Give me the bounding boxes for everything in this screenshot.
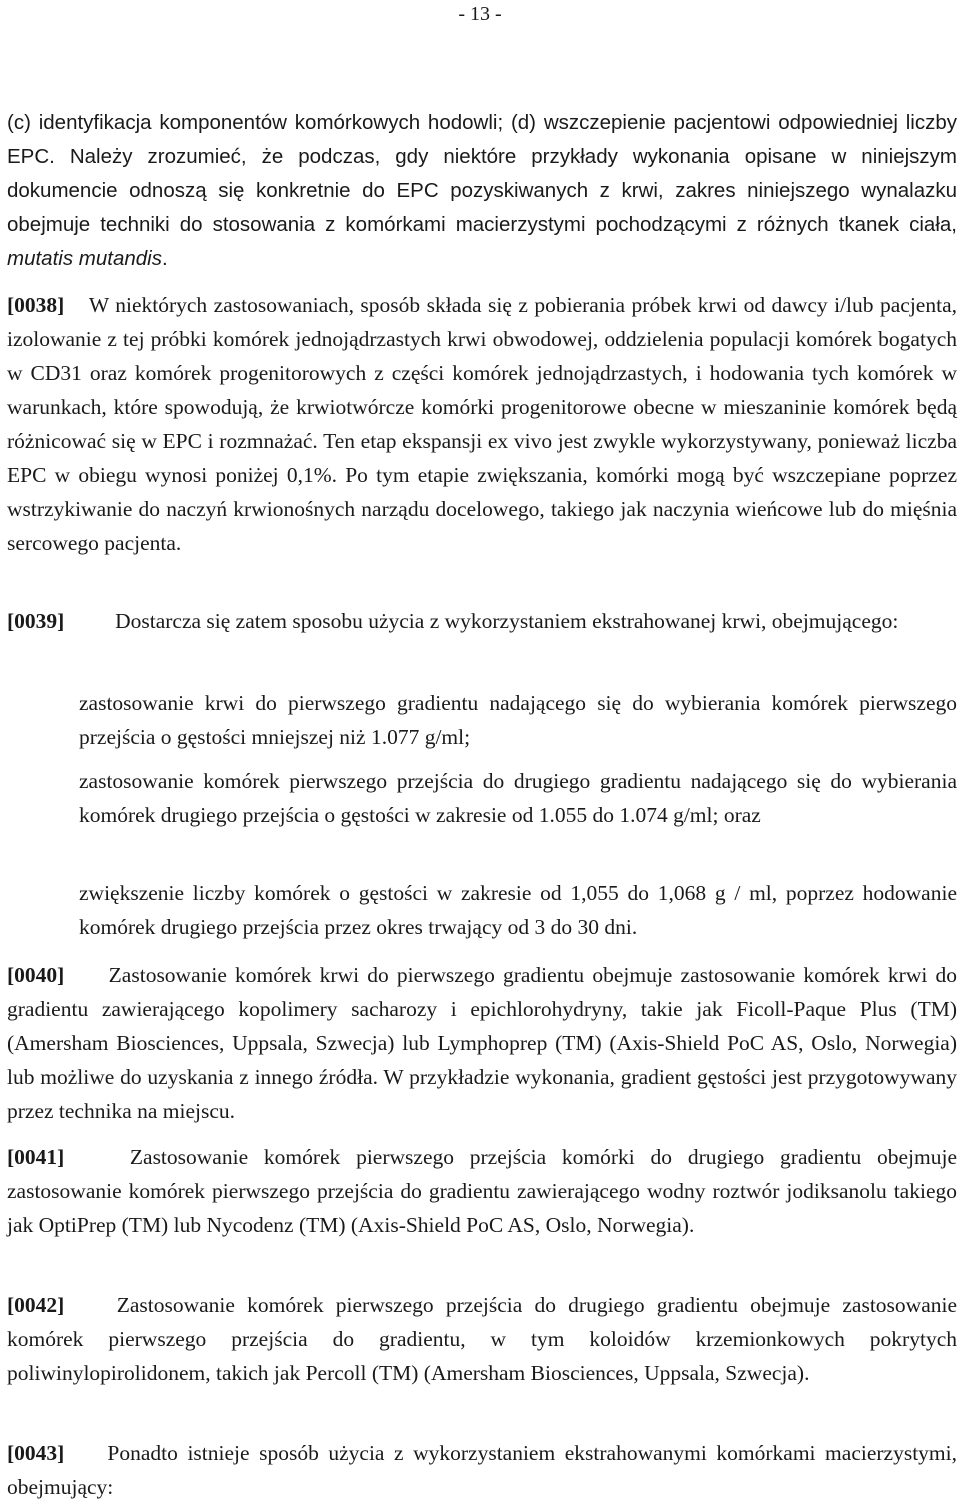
paragraph-0041 bbox=[7, 1140, 957, 1242]
paragraph-0043 bbox=[7, 1436, 957, 1504]
paragraph-number: [0043] bbox=[7, 1441, 65, 1465]
paragraph-number: [0042] bbox=[7, 1293, 65, 1317]
paragraph-0042 bbox=[7, 1288, 957, 1390]
paragraph-number: [0038] bbox=[7, 293, 65, 317]
step-item: zastosowanie komórek pierwszego przejścia do drugiego gradientu nadającego się do wybierania komórek drugiego przejścia o gęstości w zakresie od 1.055 do 1.074 g/ml; oraz bbox=[79, 769, 957, 827]
paragraph-number: [0040] bbox=[7, 963, 65, 987]
paragraph-text: W niektórych zastosowaniach, sposób składa się z pobierania próbek krwi od dawcy i/lub pacjenta, izolowanie z tej próbki komórek jednojądrzastych krwi obwodowej, oddzielenia populacji komórek bogatych w CD31 oraz komórek progenitorowych z części komórek jednojądrzastych, i hodowania tych komórek w warunkach, które spowodują, że krwiotwórcze komórki progenitorowe obecne w mieszaninie komórek będą różnicować się w EPC i rozmnażać. Ten etap ekspansji ex vivo jest zwykle wykorzystywany, ponieważ liczba EPC w obiegu wynosi poniżej 0,1%. Po tym etapie zwiększania, komórki mogą być wszczepiane poprzez wstrzykiwanie do naczyń krwionośnych narządu docelowego, takiego jak naczynia wieńcowe lub do mięśnia sercowego pacjenta. bbox=[7, 293, 957, 555]
step-item: zastosowanie krwi do pierwszego gradientu nadającego się do wybierania komórek pierwszego przejścia o gęstości mniejszej niż 1.077 g/ml; bbox=[79, 691, 957, 749]
paragraph-0040 bbox=[7, 958, 957, 1128]
paragraph-0039 bbox=[7, 604, 957, 638]
paragraph-text: Zastosowanie komórek pierwszego przejścia komórki do drugiego gradientu obejmuje zastosowanie komórek pierwszego przejścia do gradientu zawierającego wodny roztwór jodiksanolu takiego jak OptiPrep (TM) lub Nycodenz (TM) (Axis-Shield PoC AS, Oslo, Norwegia). bbox=[7, 1145, 958, 1237]
intro-text: (c) identyfikacja komponentów komórkowych hodowli; (d) wszczepienie pacjentowi odpowiedniej liczby EPC. Należy zrozumieć, że podczas, gdy niektóre przykłady wykonania opisane w niniejszym dokumencie odnoszą się konkretnie do EPC pozyskiwanych z krwi, zakres niniejszego wynalazku obejmuje techniki do stosowania z komórkami macierzystymi pochodzącymi z różnych tkanek ciała, bbox=[7, 111, 957, 236]
paragraph-text: Ponadto istnieje sposób użycia z wykorzystaniem ekstrahowanymi komórkami macierzystymi, obejmujący: bbox=[7, 1441, 957, 1499]
paragraph-text: Zastosowanie komórek pierwszego przejścia do drugiego gradientu obejmuje zastosowanie komórek pierwszego przejścia do gradientu, w tym koloidów krzemionkowych pokrytych poliwinylopirolidonem, takich jak Percoll (TM) (Amersham Biosciences, Uppsala, Szwecja). bbox=[7, 1293, 958, 1385]
paragraph-text: Dostarcza się zatem sposobu użycia z wykorzystaniem ekstrahowanej krwi, obejmującego: bbox=[115, 609, 899, 633]
intro-paragraph bbox=[7, 106, 957, 276]
paragraph-text: Zastosowanie komórek krwi do pierwszego gradientu obejmuje zastosowanie komórek krwi do gradientu zawierającego kopolimery sacharozy i epichlorohydryny, takie jak Ficoll-Paque Plus (TM) (Amersham Biosciences, Uppsala, Szwecja) lub Lymphoprep (TM) (Axis-Shield PoC AS, Oslo, Norwegia) lub możliwe do uzyskania z innego źródła. W przykładzie wykonania, gradient gęstości jest przygotowywany przez technika na miejscu. bbox=[7, 963, 957, 1123]
step-item: zwiększenie liczby komórek o gęstości w zakresie od 1,055 do 1,068 g / ml, poprzez hodowanie komórek drugiego przejścia przez okres trwający od 3 do 30 dni. bbox=[79, 881, 957, 939]
intro-end: . bbox=[161, 247, 168, 270]
paragraph-number: [0041] bbox=[7, 1145, 65, 1169]
paragraph-number: [0039] bbox=[7, 609, 65, 633]
intro-italic-text: mutatis mutandis bbox=[7, 247, 162, 270]
page-number: - 13 - bbox=[458, 3, 502, 25]
paragraph-0038 bbox=[7, 288, 957, 560]
